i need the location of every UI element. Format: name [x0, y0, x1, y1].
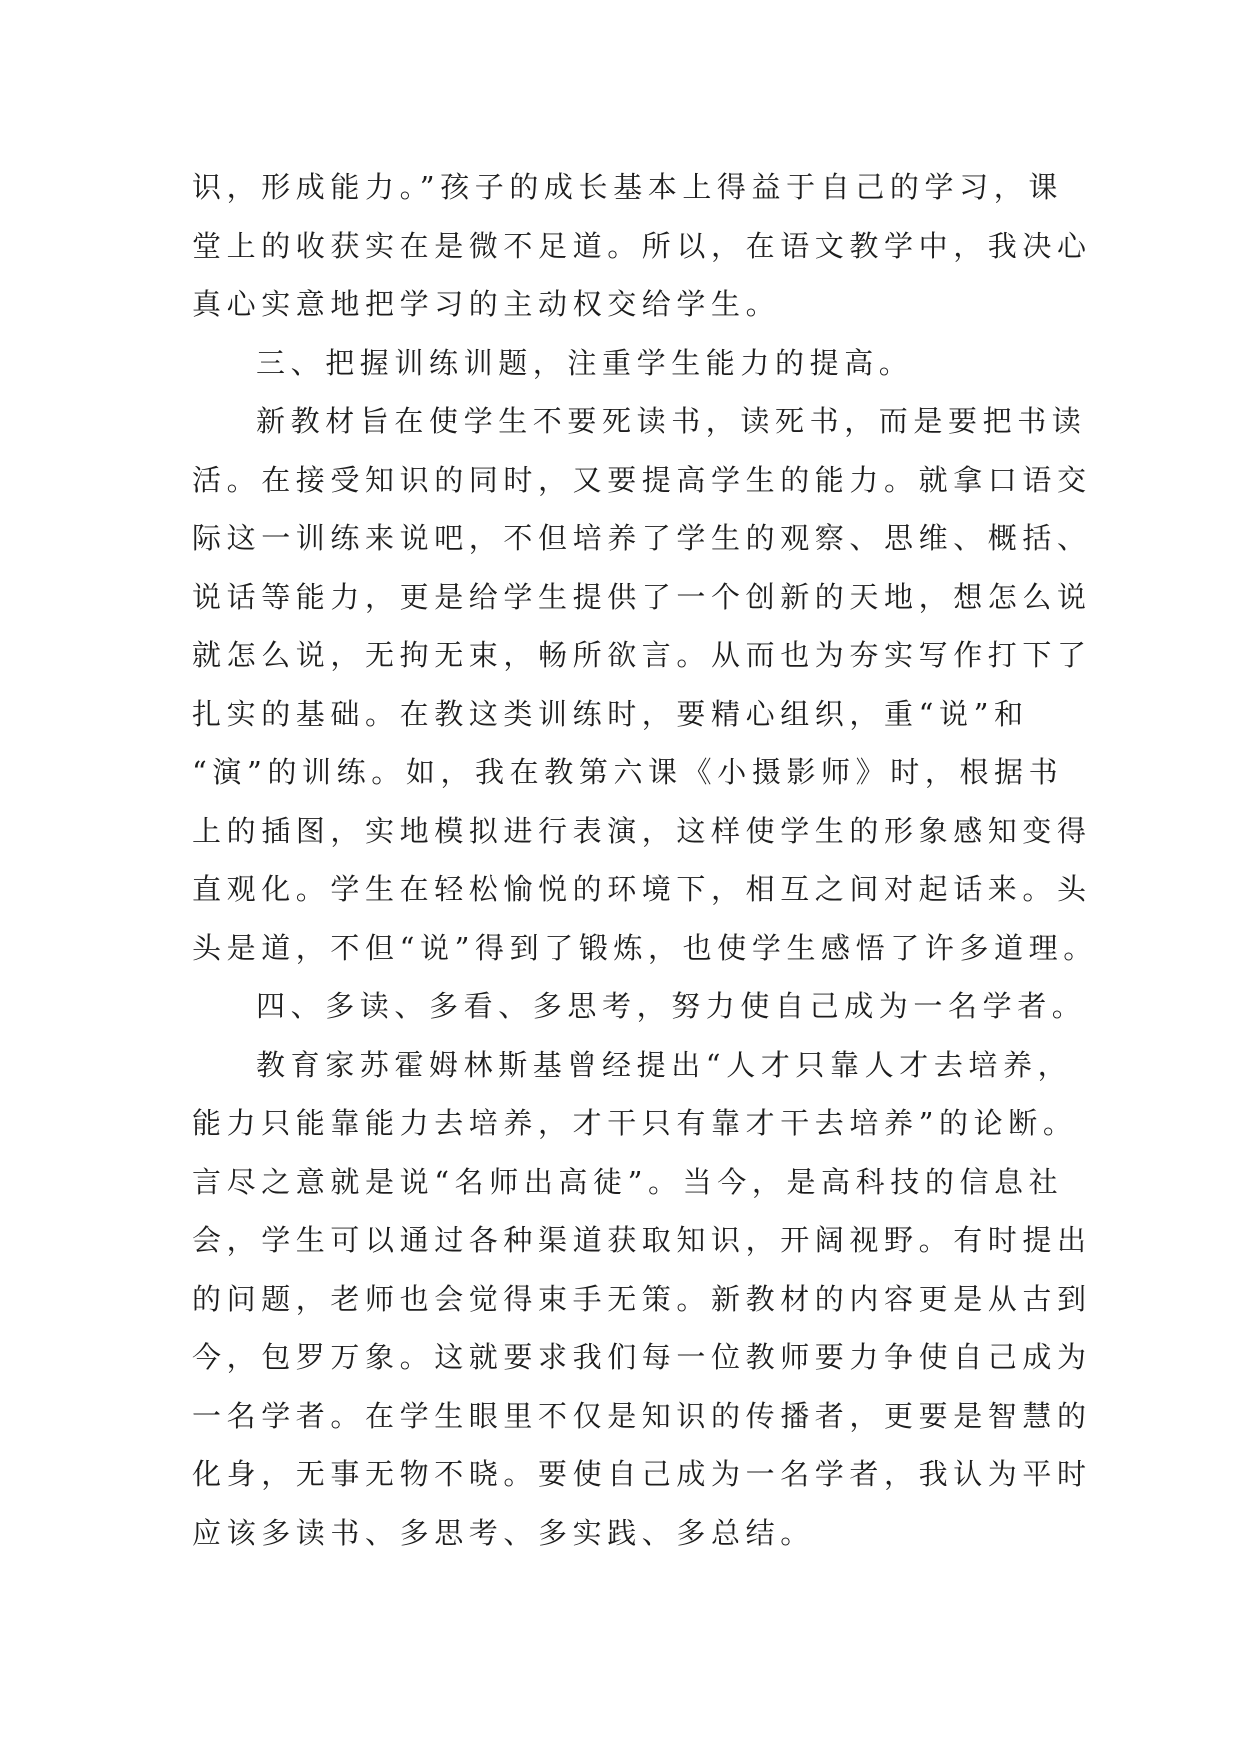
text-line: 活。在接受知识的同时，又要提高学生的能力。就拿口语交 [192, 462, 1092, 497]
text-line: 就怎么说，无拘无束，畅所欲言。从而也为夯实写作打下了 [192, 638, 1092, 672]
text-line: 应该多读书、多思考、多实践、多总结。 [192, 1515, 815, 1550]
paragraph-start-line: 四、多读、多看、多思考，努力使自己成为一名学者。 [256, 989, 1087, 1023]
text-line: 化身，无事无物不晓。要使自己成为一名学者，我认为平时 [192, 1457, 1092, 1491]
paragraph-start-line: 教育家苏霍姆林斯基曾经提出“人才只靠人才去培养， [256, 1047, 1073, 1082]
body-text [192, 158, 1098, 1562]
text-line: 能力只能靠能力去培养，才干只有靠才干去培养”的论断。 [192, 1106, 1078, 1140]
paragraph-start-line: 新教材旨在使学生不要死读书，读死书，而是要把书读 [256, 404, 1087, 438]
text-line: 上的插图，实地模拟进行表演，这样使学生的形象感知变得 [192, 813, 1092, 848]
text-line: 堂上的收获实在是微不足道。所以，在语文教学中，我决心 [192, 228, 1092, 263]
text-line: 际这一训练来说吧，不但培养了学生的观察、思维、概括、 [192, 521, 1092, 555]
text-line: 会，学生可以通过各种渠道获取知识，开阔视野。有时提出 [192, 1223, 1092, 1257]
text-line: 一名学者。在学生眼里不仅是知识的传播者，更要是智慧的 [192, 1398, 1092, 1433]
text-line: 头是道，不但“说”得到了锻炼，也使学生感悟了许多道理。 [192, 930, 1098, 965]
text-line: 的问题，老师也会觉得束手无策。新教材的内容更是从古到 [192, 1281, 1092, 1316]
text-line: 真心实意地把学习的主动权交给学生。 [192, 287, 781, 321]
text-line: 直观化。学生在轻松愉悦的环境下，相互之间对起话来。头 [192, 872, 1092, 906]
text-line: 扎实的基础。在教这类训练时，要精心组织，重“说”和 [192, 696, 1029, 731]
text-line: 说话等能力，更是给学生提供了一个创新的天地，想怎么说 [192, 579, 1092, 614]
text-line: “演”的训练。如，我在教第六课《小摄影师》时，根据书 [192, 755, 1064, 789]
text-line: 识，形成能力。”孩子的成长基本上得益于自己的学习，课 [192, 170, 1063, 204]
paragraph-start-line: 三、把握训练训题，注重学生能力的提高。 [256, 345, 914, 380]
text-line: 言尽之意就是说“名师出高徒”。当今，是高科技的信息社 [192, 1164, 1064, 1199]
text-line: 今，包罗万象。这就要求我们每一位教师要力争使自己成为 [192, 1340, 1092, 1374]
